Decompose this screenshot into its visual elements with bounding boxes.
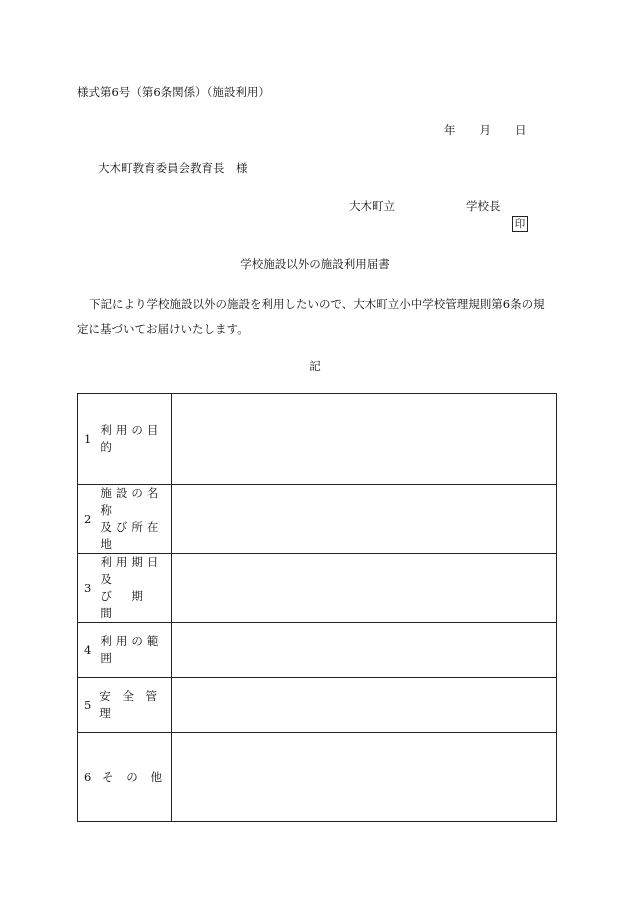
facility-field[interactable] — [172, 485, 557, 554]
date-day-label: 日 — [515, 123, 527, 137]
row-number: 5 — [84, 698, 92, 712]
row-number: 1 — [84, 432, 92, 446]
row-label-line: 及び所在地 — [100, 520, 163, 551]
table-row — [78, 678, 557, 733]
date-month-label: 月 — [479, 123, 491, 137]
scope-field[interactable] — [172, 623, 557, 678]
row-label-line: び 期 間 — [100, 589, 163, 620]
row-label-part: そ — [102, 770, 114, 784]
table-row — [78, 733, 557, 822]
other-field[interactable] — [172, 733, 557, 822]
seal-mark: 印 — [512, 216, 528, 232]
row-label-cell — [78, 485, 172, 554]
table-row — [78, 623, 557, 678]
row-label: 安 全 管 理 — [99, 689, 162, 720]
row-label-cell — [78, 623, 172, 678]
row-label-part: の — [126, 770, 138, 784]
body-text: 下記により学校施設以外の施設を利用したいので、大木町立小中学校管理規則第6条の規定に基づいてお届けいたします。 — [77, 297, 545, 336]
row-label-cell — [78, 678, 172, 733]
row-label-cell — [78, 554, 172, 623]
row-number: 4 — [84, 643, 92, 657]
row-label: 利用の目的 — [100, 423, 163, 454]
table-row — [78, 485, 557, 554]
purpose-field[interactable] — [172, 394, 557, 485]
row-label-part: 他 — [150, 770, 162, 784]
row-label: 利用の範囲 — [100, 634, 163, 665]
safety-field[interactable] — [172, 678, 557, 733]
date-year-label: 年 — [444, 123, 456, 137]
form-table — [77, 393, 557, 822]
row-label-line: 施設の名称 — [100, 486, 163, 517]
date-line — [444, 122, 527, 138]
row-number: 3 — [84, 581, 92, 595]
table-row — [78, 554, 557, 623]
form-number: 様式第6号（第6条関係）（施設利用） — [77, 85, 270, 99]
row-label-cell — [78, 733, 172, 822]
sender-title: 学校長 — [466, 199, 501, 213]
addressee: 大木町教育委員会教育長 様 — [98, 161, 248, 175]
row-label-line: 利用期日及 — [100, 555, 163, 586]
sender-school: 大木町立 — [349, 199, 395, 213]
row-label-cell — [78, 394, 172, 485]
row-number: 6 — [84, 770, 92, 784]
row-number: 2 — [84, 512, 92, 526]
table-row — [78, 394, 557, 485]
ki-heading: 記 — [309, 359, 321, 373]
document-title: 学校施設以外の施設利用届書 — [240, 257, 390, 271]
period-field[interactable] — [172, 554, 557, 623]
